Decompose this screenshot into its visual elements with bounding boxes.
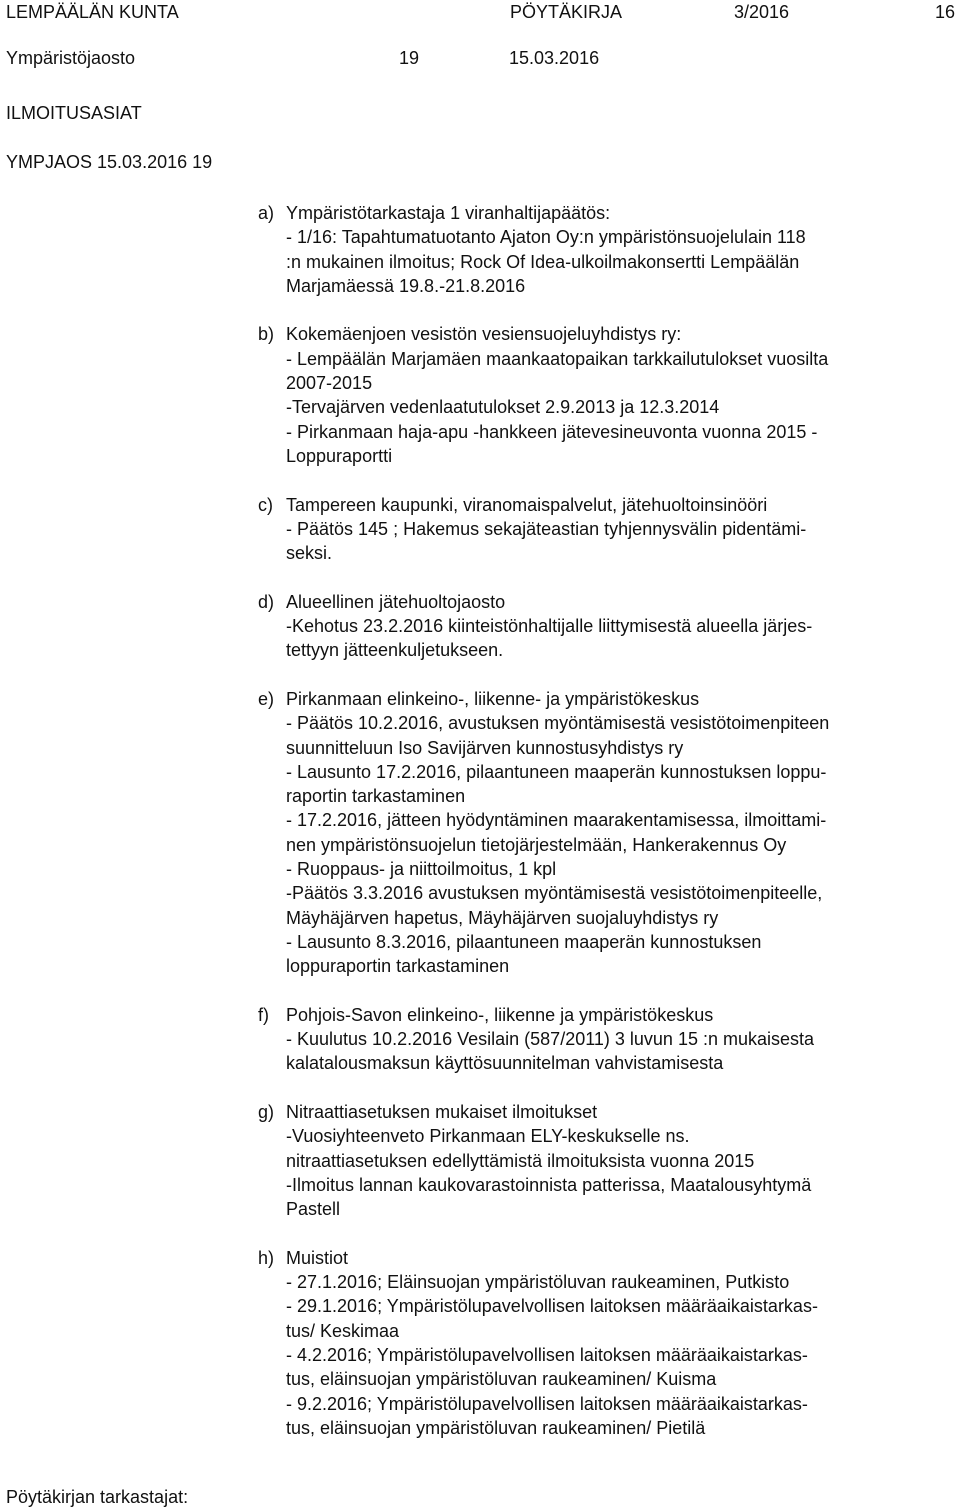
item-letter: f) xyxy=(258,1004,269,1025)
notice-item xyxy=(258,590,948,663)
committee-name: Ympäristöjaosto xyxy=(6,48,136,68)
document-type: PÖYTÄKIRJA xyxy=(510,2,623,22)
item-body xyxy=(286,1100,948,1221)
notice-item xyxy=(258,687,948,979)
notice-item xyxy=(258,1100,948,1221)
item-line: Ympäristötarkastaja 1 viranhaltijapäätös: xyxy=(286,203,611,223)
item-body xyxy=(286,201,948,298)
section-number: 19 xyxy=(399,48,420,68)
item-line: Alueellinen jätehuoltojaosto xyxy=(286,591,506,612)
notice-item xyxy=(258,1246,948,1440)
item-line: - Lausunto 17.2.2016, pilaantuneen maaperän kunnostuksen loppu- xyxy=(286,761,827,782)
item-line: raportin tarkastaminen xyxy=(286,786,466,807)
item-line: tus/ Keskimaa xyxy=(286,1320,400,1341)
item-line: nitraattiasetuksen edellyttämistä ilmoituksista vuonna 2015 xyxy=(286,1150,755,1171)
item-line: - 1/16: Tapahtumatuotanto Ajaton Oy:n ympäristönsuojelulain 118 xyxy=(286,227,806,248)
item-line: -Tervajärven vedenlaatutulokset 2.9.2013 ja 12.3.2014 xyxy=(286,397,720,418)
item-line: Pastell xyxy=(286,1199,341,1220)
item-line: -Ilmoitus lannan kaukovarastoinnista patterissa, Maatalousyhtymä xyxy=(286,1174,812,1195)
item-line: Mäyhäjärven hapetus, Mäyhäjärven suojaluyhdistys ry xyxy=(286,907,719,928)
item-letter: c) xyxy=(258,494,273,515)
item-line: loppuraportin tarkastaminen xyxy=(286,956,510,977)
item-line: 2007-2015 xyxy=(286,373,373,394)
item-line: -Päätös 3.3.2016 avustuksen myöntämisestä vesistötoimenpiteelle, xyxy=(286,883,823,904)
item-line: - Pirkanmaan haja-apu -hankkeen jätevesineuvonta vuonna 2015 - xyxy=(286,421,818,442)
section-reference: YMPJAOS 15.03.2016 19 xyxy=(6,152,213,172)
item-body xyxy=(286,493,948,566)
item-body xyxy=(286,322,948,468)
item-line: Pirkanmaan elinkeino-, liikenne- ja ympäristökeskus xyxy=(286,688,700,709)
item-body xyxy=(286,1246,948,1440)
item-line: tettyyn jätteenkuljetukseen. xyxy=(286,640,504,661)
item-body xyxy=(286,590,948,663)
item-line: tus, eläinsuojan ympäristöluvan raukeaminen/ Kuisma xyxy=(286,1369,717,1390)
item-line: -Vuosiyhteenveto Pirkanmaan ELY-keskukselle ns. xyxy=(286,1126,690,1147)
item-line: seksi. xyxy=(286,543,333,564)
item-line: - Päätös 10.2.2016, avustuksen myöntämisestä vesistötoimenpiteen xyxy=(286,713,830,734)
item-line: Pohjois-Savon elinkeino-, liikenne ja ympäristökeskus xyxy=(286,1004,714,1025)
item-body xyxy=(286,687,948,979)
item-line: - 17.2.2016, jätteen hyödyntäminen maarakentamisessa, ilmoittami- xyxy=(286,810,827,831)
item-letter: h) xyxy=(258,1247,275,1268)
footer-label: Pöytäkirjan tarkastajat: xyxy=(6,1487,189,1507)
item-line: -Kehotus 23.2.2016 kiinteistönhaltijalle liittymisestä alueella järjes- xyxy=(286,616,813,637)
notice-item xyxy=(258,322,948,468)
item-line: kalatalousmaksun käyttösuunnitelman vahvistamisesta xyxy=(286,1053,724,1074)
item-line: - 9.2.2016; Ympäristölupavelvollisen laitoksen määräaikaistarkas- xyxy=(286,1393,808,1414)
item-line: Muistiot xyxy=(286,1247,349,1268)
item-line: - Kuulutus 10.2.2016 Vesilain (587/2011) 3 luvun 15 :n mukaisesta xyxy=(286,1029,815,1050)
item-line: Kokemäenjoen vesistön vesiensuojeluyhdistys ry: xyxy=(286,324,682,345)
notice-item xyxy=(258,1003,948,1076)
municipality-name: LEMPÄÄLÄN KUNTA xyxy=(6,2,179,22)
document-number: 3/2016 xyxy=(734,2,790,22)
page-number: 16 xyxy=(935,2,956,22)
item-line: - 4.2.2016; Ympäristölupavelvollisen laitoksen määräaikaistarkas- xyxy=(286,1344,808,1365)
item-line: - Päätös 145 ; Hakemus sekajäteastian tyhjennysvälin pidentämi- xyxy=(286,518,807,539)
item-line: Nitraattiasetuksen mukaiset ilmoitukset xyxy=(286,1101,598,1122)
item-line: - Lausunto 8.3.2016, pilaantuneen maaperän kunnostuksen xyxy=(286,931,762,952)
item-line: tus, eläinsuojan ympäristöluvan raukeaminen/ Pietilä xyxy=(286,1417,706,1438)
meeting-date: 15.03.2016 xyxy=(509,48,600,68)
item-body xyxy=(286,1003,948,1076)
item-letter: b) xyxy=(258,324,275,345)
item-line: nen ympäristönsuojelun tietojärjestelmään, Hankerakennus Oy xyxy=(286,834,787,855)
item-line: Tampereen kaupunki, viranomaispalvelut, jätehuoltoinsinööri xyxy=(286,494,768,515)
item-line: - Lempäälän Marjamäen maankaatopaikan tarkkailutulokset vuosilta xyxy=(286,348,829,369)
item-line: Loppuraportti xyxy=(286,445,393,466)
item-line: - 27.1.2016; Eläinsuojan ympäristöluvan raukeaminen, Putkisto xyxy=(286,1272,790,1293)
item-letter: d) xyxy=(258,591,275,612)
notice-item xyxy=(258,201,948,298)
item-line: - Ruoppaus- ja niittoilmoitus, 1 kpl xyxy=(286,859,557,880)
item-letter: g) xyxy=(258,1101,275,1122)
item-line: :n mukainen ilmoitus; Rock Of Idea-ulkoilmakonsertti Lempäälän xyxy=(286,251,800,272)
item-letter: a) xyxy=(258,203,275,223)
notice-list xyxy=(258,201,948,1464)
item-line: suunnitteluun Iso Savijärven kunnostusyhdistys ry xyxy=(286,737,684,758)
item-line: Marjamäessä 19.8.-21.8.2016 xyxy=(286,275,526,296)
item-letter: e) xyxy=(258,688,275,709)
item-line: - 29.1.2016; Ympäristölupavelvollisen laitoksen määräaikaistarkas- xyxy=(286,1296,818,1317)
page-title: ILMOITUSASIAT xyxy=(6,103,142,123)
notice-item xyxy=(258,493,948,566)
